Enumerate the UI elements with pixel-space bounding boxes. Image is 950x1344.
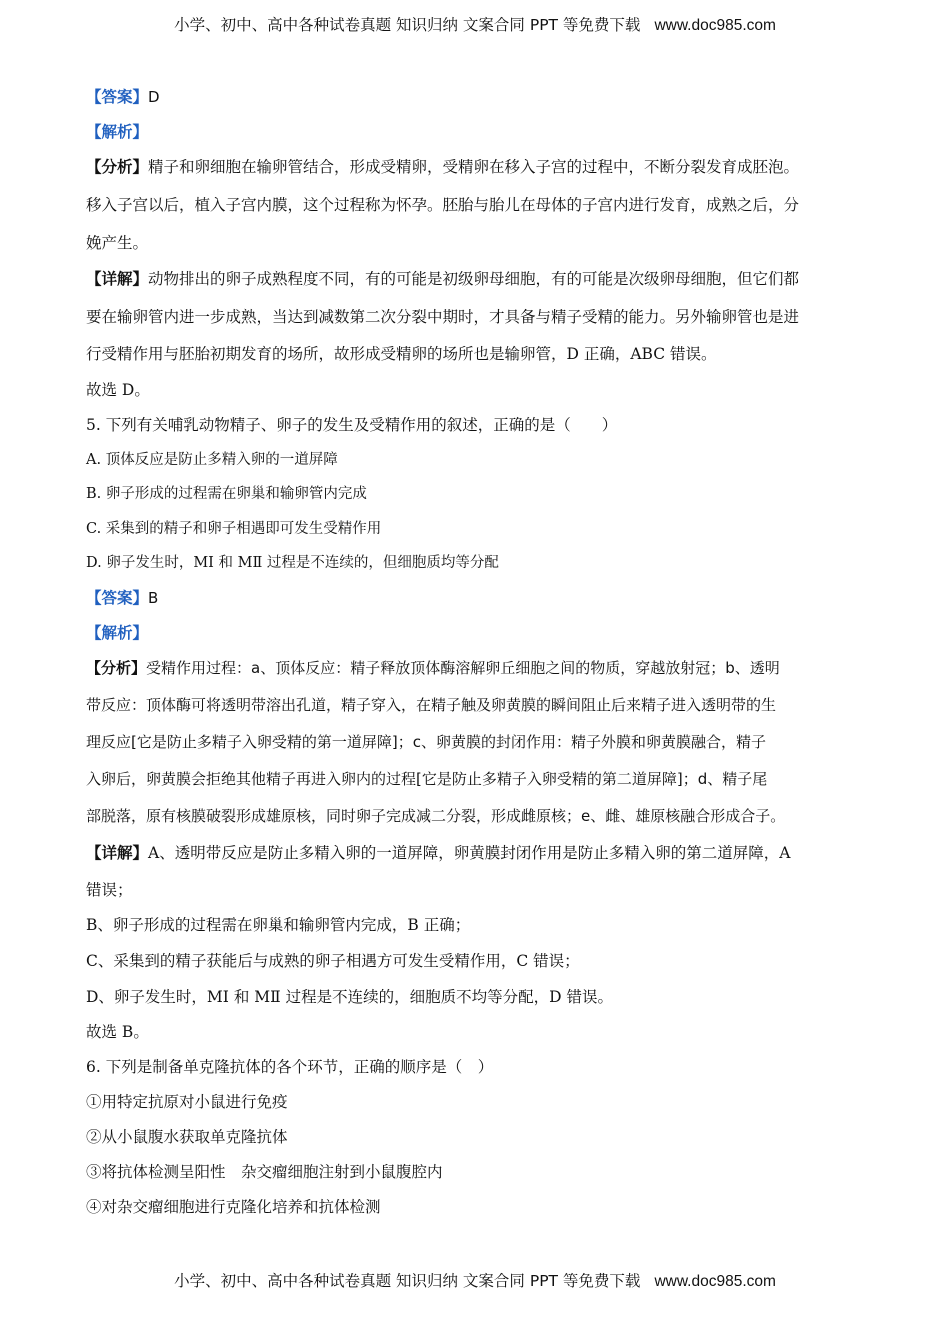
q5-fenxi-line-4: 入卵后，卵黄膜会拒绝其他精子再进入卵内的过程[它是防止多精子入卵受精的第二道屏障]；d、精子尾 bbox=[86, 770, 768, 788]
xiangjie-tag: 【详解】 bbox=[86, 270, 149, 288]
answer-tag: 【答案】 bbox=[86, 88, 149, 106]
page-header bbox=[0, 13, 950, 35]
q5-answer: 【答案】B bbox=[86, 589, 159, 607]
q5-stem: 5. 下列有关哺乳动物精子、卵子的发生及受精作用的叙述，正确的是（ ） bbox=[86, 416, 618, 434]
fenxi-tag: 【分析】 bbox=[86, 158, 149, 176]
q6-item-3: ③将抗体检测呈阳性 杂交瘤细胞注射到小鼠腹腔内 bbox=[86, 1163, 443, 1181]
header-text: 小学、初中、高中各种试卷真题 知识归纳 文案合同 PPT 等免费下载 bbox=[174, 16, 641, 34]
q5-conclusion: 故选 B。 bbox=[86, 1023, 149, 1041]
q5-xiangjie-line-5: D、卵子发生时，MⅠ 和 MⅡ 过程是不连续的，细胞质不均等分配，D 错误。 bbox=[86, 988, 613, 1006]
q5-xiangjie-line-3: B、卵子形成的过程需在卵巢和输卵管内完成，B 正确； bbox=[86, 916, 471, 934]
footer-text: 小学、初中、高中各种试卷真题 知识归纳 文案合同 PPT 等免费下载 bbox=[174, 1272, 641, 1290]
q5-option-b: B. 卵子形成的过程需在卵巢和输卵管内完成 bbox=[86, 486, 367, 502]
q6-item-1: ①用特定抗原对小鼠进行免疫 bbox=[86, 1093, 288, 1111]
q4-conclusion: 故选 D。 bbox=[86, 381, 150, 399]
page-footer bbox=[0, 1269, 950, 1291]
q4-xiangjie-line-1: 【详解】动物排出的卵子成熟程度不同，有的可能是初级卵母细胞，有的可能是次级卵母细胞，但它们都 bbox=[86, 270, 800, 288]
q4-analysis-heading: 【解析】 bbox=[86, 123, 149, 141]
q5-option-c: C. 采集到的精子和卵子相遇即可发生受精作用 bbox=[86, 521, 382, 537]
q4-fenxi-line-2: 移入子宫以后，植入子宫内膜，这个过程称为怀孕。胚胎与胎儿在母体的子宫内进行发育，成熟之后，分 bbox=[86, 196, 800, 214]
q6-item-4: ④对杂交瘤细胞进行克隆化培养和抗体检测 bbox=[86, 1198, 381, 1216]
q4-fenxi-line-1: 【分析】精子和卵细胞在输卵管结合，形成受精卵，受精卵在移入子宫的过程中，不断分裂发育成胚泡。 bbox=[86, 158, 800, 176]
q5-xiangjie-line-2: 错误； bbox=[86, 881, 133, 899]
q4-answer bbox=[86, 86, 866, 121]
q5-option-d: D. 卵子发生时，MⅠ 和 MⅡ 过程是不连续的，但细胞质均等分配 bbox=[86, 555, 499, 571]
q4-xiangjie-line-2: 要在输卵管内进一步成熟，当达到减数第二次分裂中期时，才具备与精子受精的能力。另外输卵管也是进 bbox=[86, 308, 800, 326]
document-body bbox=[86, 86, 866, 1231]
q5-fenxi-line-3: 理反应[它是防止多精子入卵受精的第一道屏障]；c、卵黄膜的封闭作用：精子外膜和卵黄膜融合，精子 bbox=[86, 733, 766, 751]
q5-fenxi-line-1: 【分析】受精作用过程：a、顶体反应：精子释放顶体酶溶解卵丘细胞之间的物质，穿越放射冠；b、透明 bbox=[86, 659, 780, 677]
q5-fenxi-line-2: 带反应：顶体酶可将透明带溶出孔道，精子穿入，在精子触及卵黄膜的瞬间阻止后来精子进入透明带的生 bbox=[86, 696, 777, 714]
footer-site-link[interactable]: www.doc985.com bbox=[654, 1273, 776, 1290]
q5-xiangjie-line-4: C、采集到的精子获能后与成熟的卵子相遇方可发生受精作用，C 错误； bbox=[86, 952, 580, 970]
q4-fenxi-line-3: 娩产生。 bbox=[86, 234, 149, 252]
q6-stem: 6. 下列是制备单克隆抗体的各个环节，正确的顺序是（ ） bbox=[86, 1058, 494, 1076]
q4-xiangjie-line-3: 行受精作用与胚胎初期发育的场所，故形成受精卵的场所也是输卵管，D 正确，ABC 错误。 bbox=[86, 345, 717, 363]
answer-value: D bbox=[148, 88, 160, 106]
q5-fenxi-line-5: 部脱落，原有核膜破裂形成雄原核，同时卵子完成减二分裂，形成雌原核；e、雌、雄原核融合形成合子。 bbox=[86, 807, 786, 825]
q5-option-a: A. 顶体反应是防止多精入卵的一道屏障 bbox=[86, 452, 338, 468]
header-site-link[interactable]: www.doc985.com bbox=[654, 17, 776, 34]
q6-item-2: ②从小鼠腹水获取单克隆抗体 bbox=[86, 1128, 288, 1146]
q5-xiangjie-line-1: 【详解】A、透明带反应是防止多精入卵的一道屏障，卵黄膜封闭作用是防止多精入卵的第二道屏障，A bbox=[86, 844, 791, 862]
q5-analysis-heading: 【解析】 bbox=[86, 624, 149, 642]
